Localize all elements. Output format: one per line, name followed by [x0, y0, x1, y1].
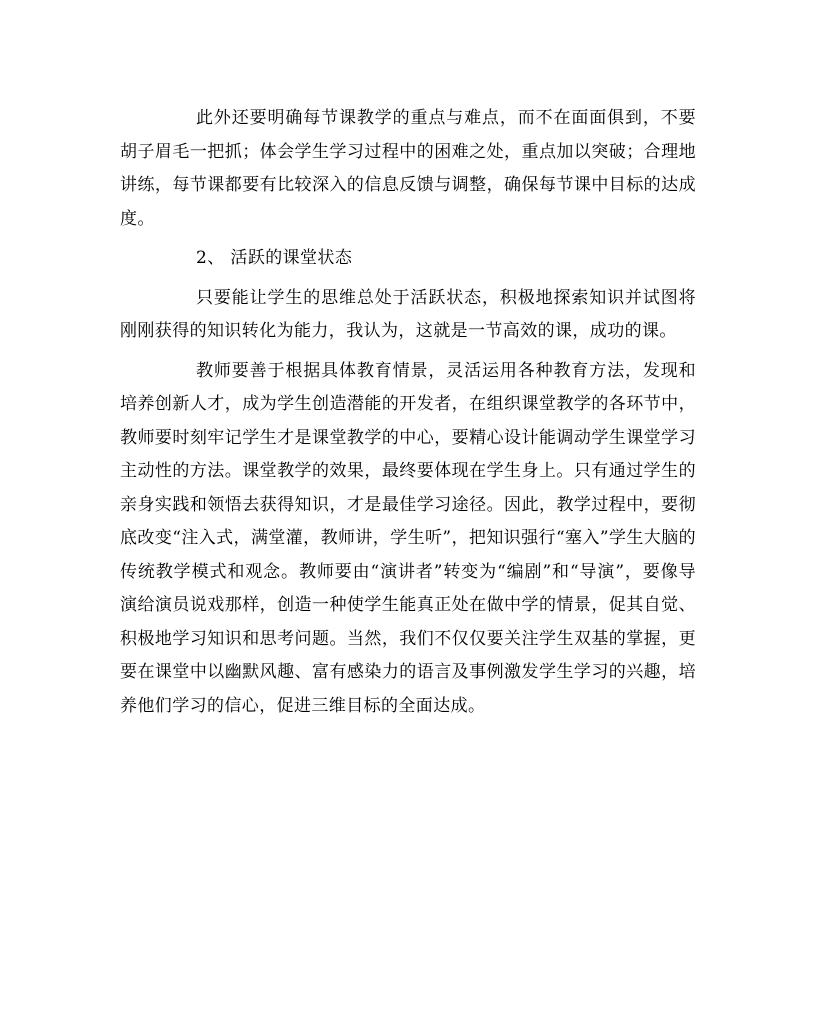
document-body: [120, 102, 696, 723]
paragraph-active-thinking: 只要能让学生的思维总处于活跃状态，积极地探索知识并试图将刚刚获得的知识转化为能力，我认为，这就是一节高效的课，成功的课。: [120, 287, 696, 341]
paragraph-teaching-focus: 此外还要明确每节课教学的重点与难点，而不在面面俱到，不要胡子眉毛一把抓；体会学生学习过程中的困难之处，重点加以突破；合理地讲练，每节课都要有比较深入的信息反馈与调整，确保每节课中目标的达成度。: [120, 108, 696, 229]
paragraph-teacher-role: 教师要善于根据具体教育情景，灵活运用各种教育方法，发现和培养创新人才，成为学生创造潜能的开发者，在组织课堂教学的各环节中，教师要时刻牢记学生才是课堂教学的中心，要精心设计能调动学生课堂学习主动性的方法。课堂教学的效果，最终要体现在学生身上。只有通过学生的亲身实践和领悟去获得知识，才是最佳学习途径。因此，教学过程中，要彻底改变“注入式，满堂灌，教师讲，学生听”，把知识强行“塞入”学生大脑的传统教学模式和观念。教师要由“演讲者”转变为“编剧”和“导演”，要像导演给演员说戏那样，创造一种使学生能真正处在做中学的情景，促其自觉、积极地学习知识和思考问题。当然，我们不仅仅要关注学生双基的掌握，更要在课堂中以幽默风趣、富有感染力的语言及事例激发学生学习的兴趣，培养他们学习的信心，促进三维目标的全面达成。: [120, 360, 696, 716]
section-heading: 2、 活跃的课堂状态: [196, 248, 353, 268]
